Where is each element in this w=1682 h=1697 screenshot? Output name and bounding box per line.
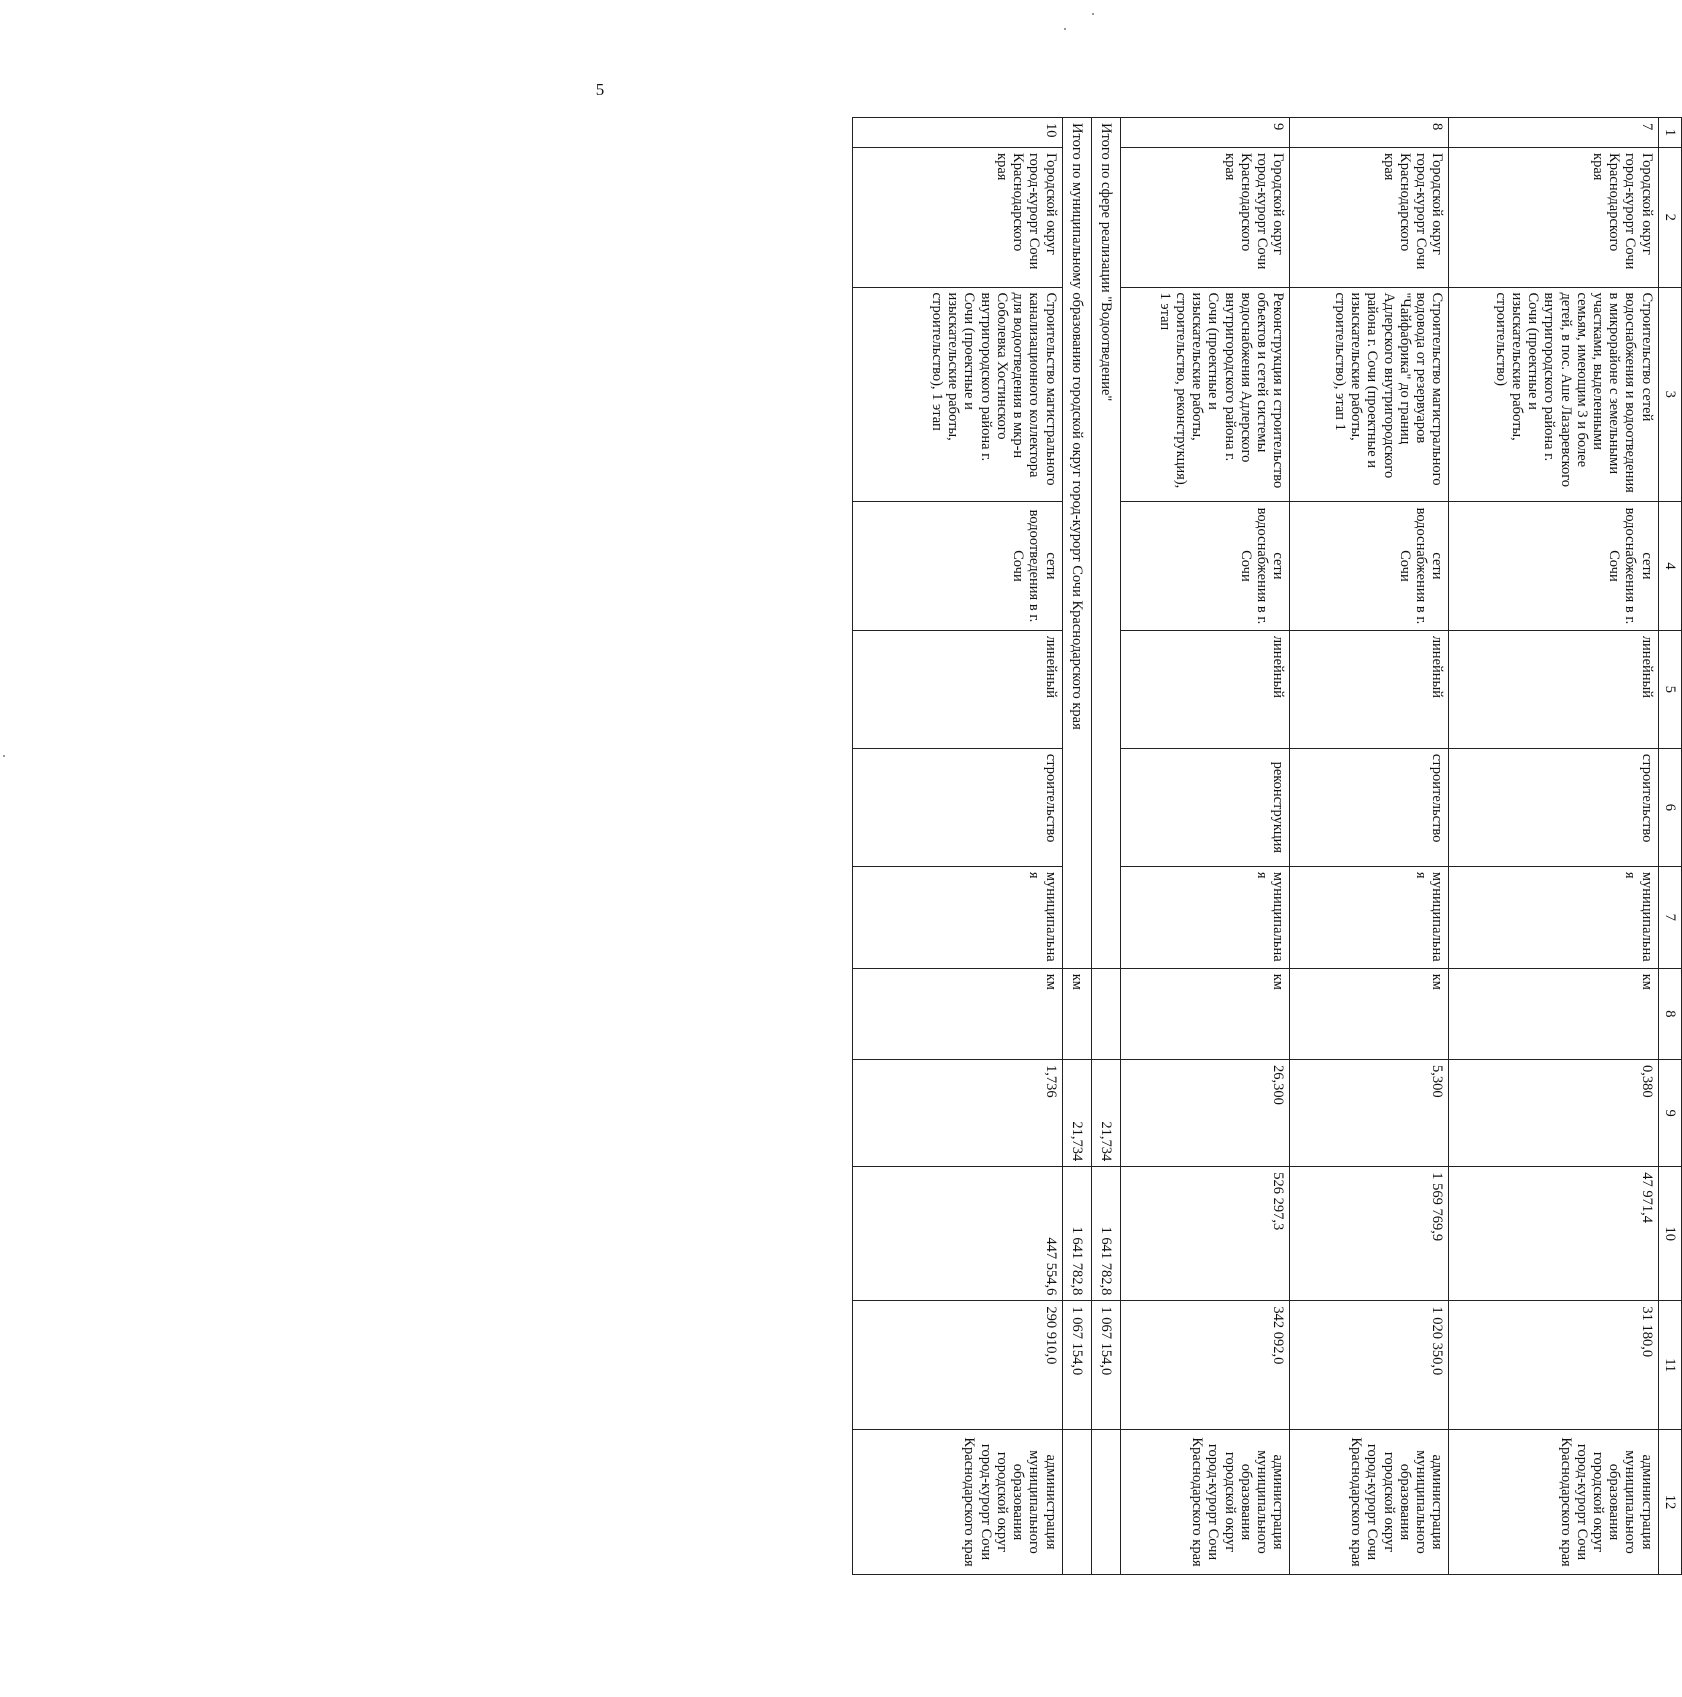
rotated-table-container (852, 117, 1682, 1575)
ownership-cell: муниципальная (1449, 866, 1659, 968)
cost-cell: 526 297,3 (1121, 1167, 1290, 1301)
header-row (1658, 118, 1681, 1575)
territory-cell: Городской округ город-курорт Сочи Краснодарского края (1290, 148, 1449, 287)
responsible-cell: администрация муниципального образования городской округ город-курорт Сочи Краснодарского края (1290, 1430, 1449, 1575)
row-number: 7 (1449, 118, 1659, 148)
responsible-cell: администрация муниципального образования городской округ город-курорт Сочи Краснодарского края (853, 1430, 1063, 1575)
responsible-cell (1091, 1430, 1120, 1575)
header-cell: 2 (1658, 148, 1681, 287)
header-cell: 5 (1658, 630, 1681, 748)
scan-speck (1092, 13, 1094, 15)
ownership-cell: муниципальная (853, 866, 1063, 968)
total-municipal-unit: км (1062, 968, 1091, 1059)
header-cell: 12 (1658, 1430, 1681, 1575)
ownership-cell: муниципальная (1121, 866, 1290, 968)
investment-projects-table (852, 117, 1682, 1575)
row-number: 9 (1121, 118, 1290, 148)
capacity-cell: 0,380 (1449, 1059, 1659, 1166)
ownership-cell: муниципальная (1290, 866, 1449, 968)
total-sphere-capacity: 21,734 (1091, 1059, 1120, 1166)
total-municipal-capacity: 21,734 (1062, 1059, 1091, 1166)
table-row (853, 118, 1063, 1575)
budget-cell: 31 180,0 (1449, 1301, 1659, 1430)
object-type-cell: линейный (1290, 630, 1449, 748)
capacity-cell: 1,736 (853, 1059, 1063, 1166)
total-sphere-label: Итого по сфере реализации "Водоотведение" (1091, 118, 1120, 969)
scan-speck (3, 755, 5, 757)
cost-cell: 1 569 769,9 (1290, 1167, 1449, 1301)
scan-speck (1064, 28, 1066, 30)
total-sphere-budget: 1 067 154,0 (1091, 1301, 1120, 1430)
project-name-cell: Строительство магистрального водовода от резервуаров "Чайфабрика" до границ Адлерского внутригородского района г. Сочи (проектные и изыскательские работы, строительство), этап 1 (1290, 287, 1449, 502)
unit-cell: км (853, 968, 1063, 1059)
header-cell: 1 (1658, 118, 1681, 148)
budget-cell: 290 910,0 (853, 1301, 1063, 1430)
total-sphere-cost: 1 641 782,8 (1091, 1167, 1120, 1301)
table-row (1449, 118, 1659, 1575)
work-kind-cell: строительство (1290, 748, 1449, 866)
table-row (1290, 118, 1449, 1575)
purpose-cell: сети водоотведения в г. Сочи (853, 502, 1063, 631)
unit-cell: км (1290, 968, 1449, 1059)
territory-cell: Городской округ город-курорт Сочи Краснодарского края (1449, 148, 1659, 287)
header-cell: 9 (1658, 1059, 1681, 1166)
page-number: 5 (595, 80, 605, 99)
responsible-cell (1062, 1430, 1091, 1575)
territory-cell: Городской округ город-курорт Сочи Краснодарского края (1121, 148, 1290, 287)
unit-cell: км (1121, 968, 1290, 1059)
work-kind-cell: строительство (853, 748, 1063, 866)
capacity-cell: 26,300 (1121, 1059, 1290, 1166)
table-row (1121, 118, 1290, 1575)
work-kind-cell: реконструкция (1121, 748, 1290, 866)
header-cell: 10 (1658, 1167, 1681, 1301)
object-type-cell: линейный (1121, 630, 1290, 748)
cost-cell: 447 554,6 (853, 1167, 1063, 1301)
work-kind-cell: строительство (1449, 748, 1659, 866)
header-cell: 6 (1658, 748, 1681, 866)
total-municipal-row (1062, 118, 1091, 1575)
total-municipal-cost: 1 641 782,8 (1062, 1167, 1091, 1301)
territory-cell: Городской округ город-курорт Сочи Краснодарского края (853, 148, 1063, 287)
unit-cell: км (1449, 968, 1659, 1059)
project-name-cell: Реконструкция и строительство объектов и сетей системы водоснабжения Адлерского внутригородского района г. Сочи (проектные и изыскательские работы, строительство, реконструкция), 1 этап (1121, 287, 1290, 502)
cost-cell: 47 971,4 (1449, 1167, 1659, 1301)
project-name-cell: Строительство магистрального канализационного коллектора для водоотведения в мкр-н Соболевка Хостинского внутригородского района г. Сочи (проектные и изыскательские работы, строительство), 1 этап (853, 287, 1063, 502)
project-name-cell: Строительство сетей водоснабжения и водоотведения в микрорайоне с земельными участками, выделенными семьям, имеющим 3 и более детей, в пос. Аше Лазаревского внутригородского района г. Сочи (проектные и изыскательские работы, строительство) (1449, 287, 1659, 502)
responsible-cell: администрация муниципального образования городской округ город-курорт Сочи Краснодарского края (1121, 1430, 1290, 1575)
budget-cell: 342 092,0 (1121, 1301, 1290, 1430)
budget-cell: 1 020 350,0 (1290, 1301, 1449, 1430)
total-municipal-label: Итого по муниципальному образованию городской округ город-курорт Сочи Краснодарского края (1062, 118, 1091, 969)
object-type-cell: линейный (1449, 630, 1659, 748)
purpose-cell: сети водоснабжения в г. Сочи (1290, 502, 1449, 631)
row-number: 8 (1290, 118, 1449, 148)
total-municipal-budget: 1 067 154,0 (1062, 1301, 1091, 1430)
row-number: 10 (853, 118, 1063, 148)
responsible-cell: администрация муниципального образования городской округ город-курорт Сочи Краснодарского края (1449, 1430, 1659, 1575)
unit-cell (1091, 968, 1120, 1059)
object-type-cell: линейный (853, 630, 1063, 748)
header-cell: 7 (1658, 866, 1681, 968)
purpose-cell: сети водоснабжения в г. Сочи (1449, 502, 1659, 631)
header-cell: 11 (1658, 1301, 1681, 1430)
capacity-cell: 5,300 (1290, 1059, 1449, 1166)
total-sphere-row (1091, 118, 1120, 1575)
header-cell: 3 (1658, 287, 1681, 502)
purpose-cell: сети водоснабжения в г. Сочи (1121, 502, 1290, 631)
header-cell: 8 (1658, 968, 1681, 1059)
header-cell: 4 (1658, 502, 1681, 631)
